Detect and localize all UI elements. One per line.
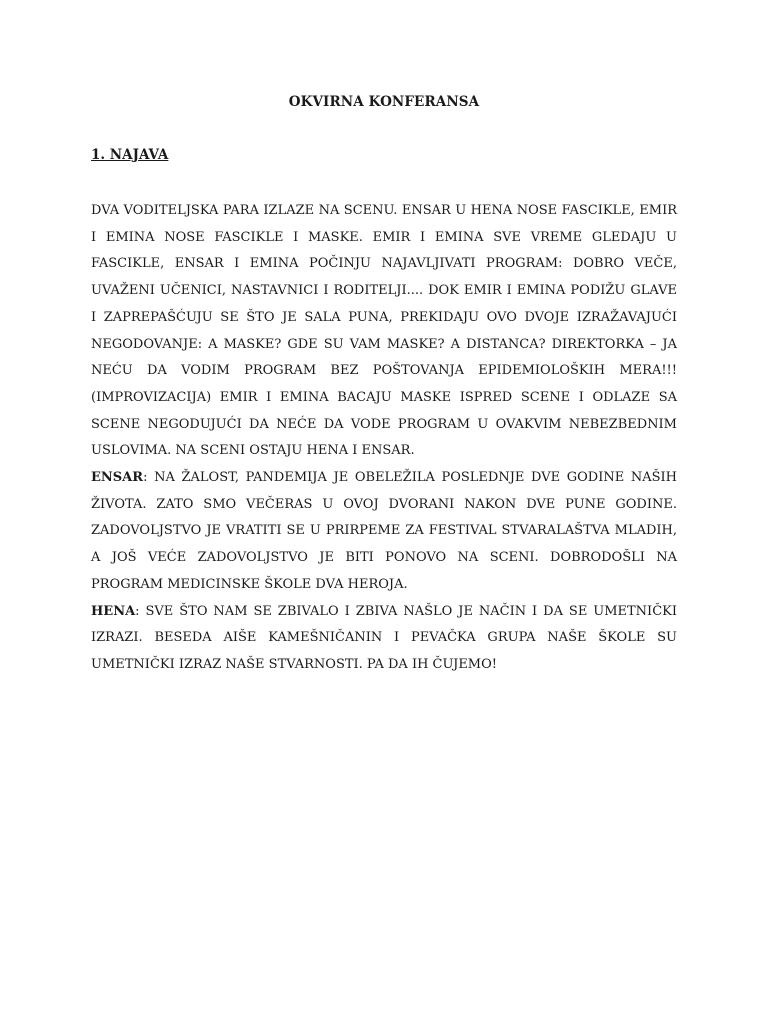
paragraph-text: : NA ŽALOST, PANDEMIJA JE OBELEŽILA POSLEDNJE DVE GODINE NAŠIH ŽIVOTA. ZATO SMO VEČERAS U OVOJ DVORANI NAKON DVE PUNE GODINE. ZADOVOLJSTVO JE VRATITI SE U PRIRPEME ZA FESTIVAL STVARALAŠTVA MLADIH, A JOŠ VEĆE ZADOVOLJSTVO JE BITI PONOVO NA SCENI. DOBRODOŠLI NA PROGRAM MEDICINSKE ŠKOLE DVA HEROJA. xyxy=(91,470,677,592)
dialogue-paragraph-hena xyxy=(91,599,677,679)
document-title: OKVIRNA KONFERANSA xyxy=(288,94,480,110)
speaker-name: ENSAR xyxy=(91,470,144,486)
stage-direction-paragraph xyxy=(91,198,677,465)
dialogue-paragraph-ensar xyxy=(91,465,677,599)
speaker-name: HENA xyxy=(91,603,136,619)
document-body xyxy=(91,198,677,679)
paragraph-text: : SVE ŠTO NAM SE ZBIVALO I ZBIVA NAŠLO JE NAČIN I DA SE UMETNIČKI IZRAZI. BESEDA AIŠE KAMEŠNIČANIN I PEVAČKA GRUPA NAŠE ŠKOLE SU UMETNIČKI IZRAZ NAŠE STVARNOSTI. PA DA IH ČUJEMO! xyxy=(91,603,677,672)
section-heading: 1. NAJAVA xyxy=(91,147,169,163)
paragraph-text: DVA VODITELJSKA PARA IZLAZE NA SCENU. ENSAR U HENA NOSE FASCIKLE, EMIR I EMINA NOSE FASCIKLE I MASKE. EMIR I EMINA SVE VREME GLEDAJU U FASCIKLE, ENSAR I EMINA POČINJU NAJAVLJIVATI PROGRAM: DOBRO VEČE, UVAŽENI UČENICI, NASTAVNICI I RODITELJI.... DOK EMIR I EMINA PODIŽU GLAVE I ZAPREPAŠĆUJU SE ŠTO JE SALA PUNA, PREKIDAJU OVO DVOJE IZRAŽAVAJUĆI NEGODOVANJE: A MASKE? GDE SU VAM MASKE? A DISTANCA? DIREKTORKA – JA NEĆU DA VODIM PROGRAM BEZ POŠTOVANJA EPIDEMIOLOŠKIH MERA!!! (IMPROVIZACIJA) EMIR I EMINA BACAJU MASKE ISPRED SCENE I ODLAZE SA SCENE NEGODUJUĆI DA NEĆE DA VODE PROGRAM U OVAKVIM NEBEZBEDNIM USLOVIMA. NA SCENI OSTAJU HENA I ENSAR. xyxy=(91,203,677,459)
